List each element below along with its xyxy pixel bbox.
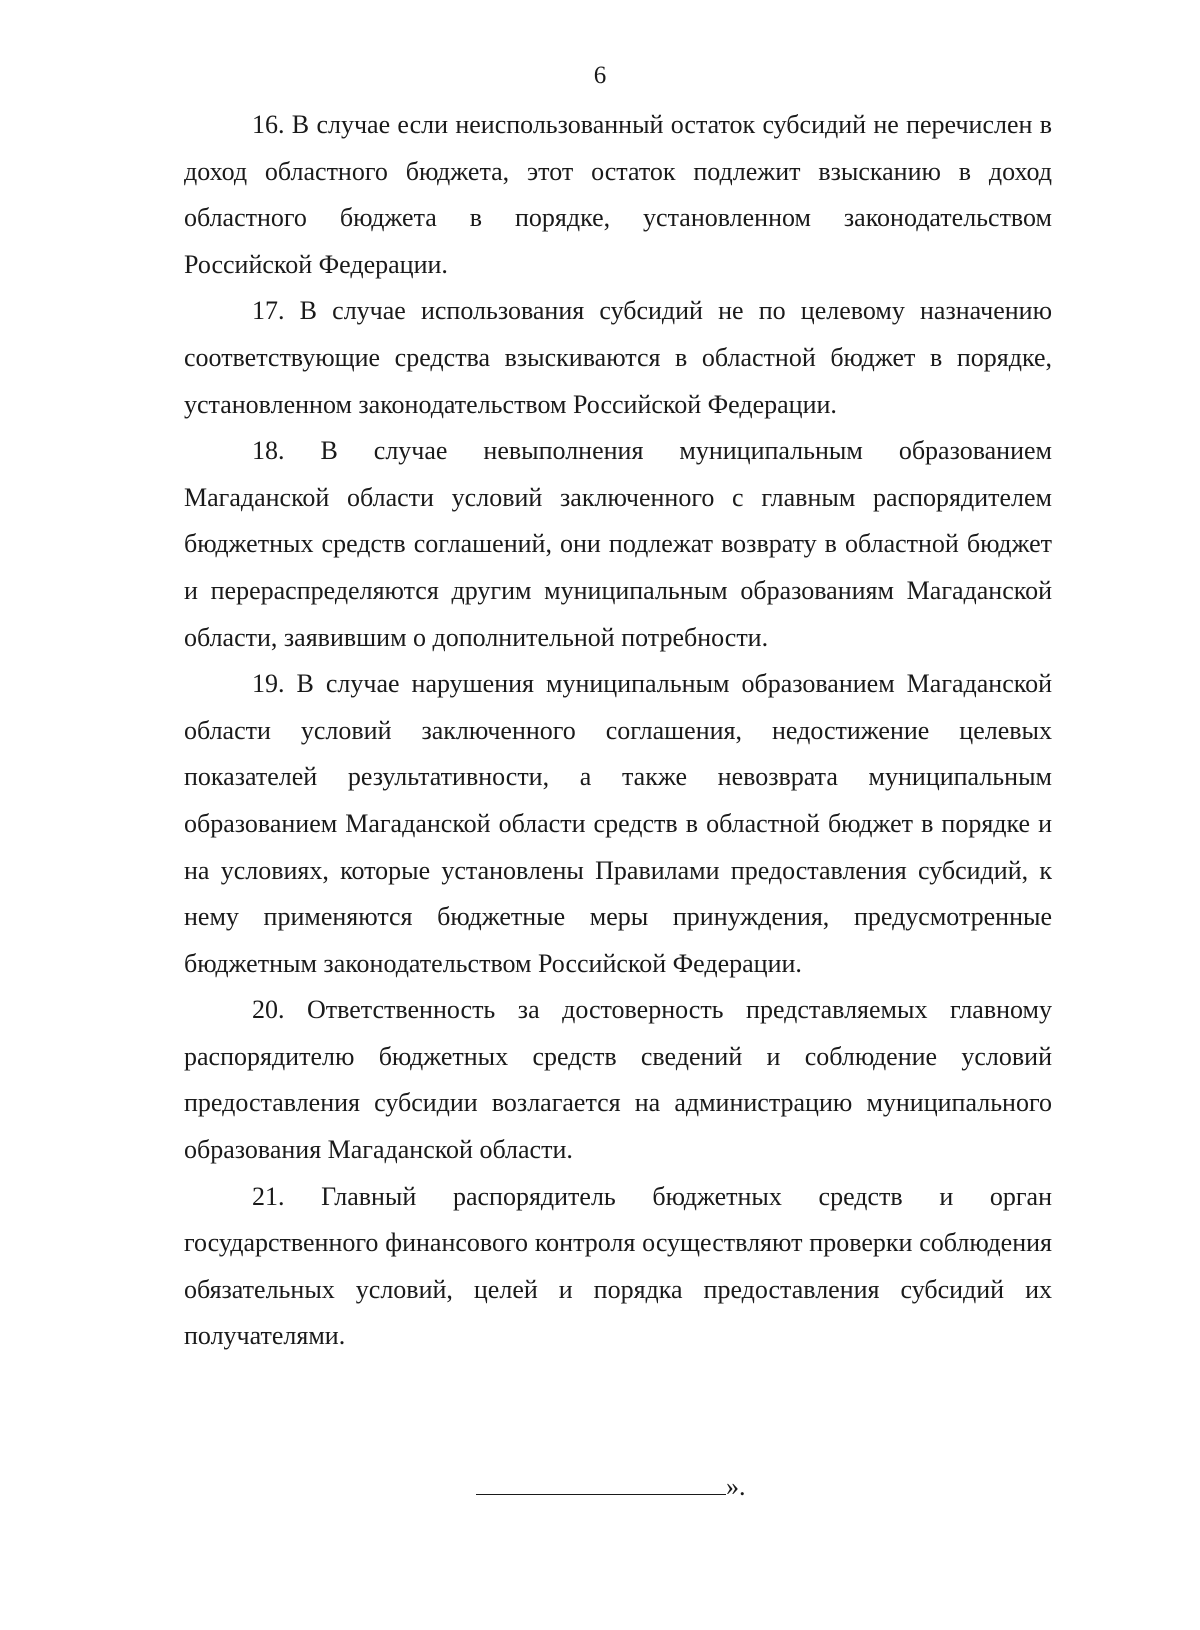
closing-underline <box>476 1476 726 1495</box>
paragraph-20: 20. Ответственность за достоверность представляемых главному распорядителю бюджетных средств сведений и соблюдение условий предоставления субсидии возлагается на администрацию муниципального образования Магаданской области. <box>184 995 1052 1165</box>
document-body <box>184 102 1052 1360</box>
paragraph-16: 16. В случае если неиспользованный остаток субсидий не перечислен в доход областного бюджета, этот остаток подлежит взысканию в доход областного бюджета в порядке, установленном законодательством Российской Федерации. <box>184 110 1052 279</box>
paragraph-19: 19. В случае нарушения муниципальным образованием Магаданской области условий заключенного соглашения, недостижение целевых показателей результативности, а также невозврата муниципальным образованием Магаданской области средств в областной бюджет в порядке и на условиях, которые установлены Правилами предоставления субсидий, к нему применяются бюджетные меры принуждения, предусмотренные бюджетным законодательством Российской Федерации. <box>184 669 1052 978</box>
page-number: 6 <box>593 62 607 89</box>
closing-line-block <box>476 1471 746 1503</box>
closing-quote-mark: ». <box>726 1472 746 1501</box>
paragraph-21: 21. Главный распорядитель бюджетных средств и орган государственного финансового контроля осуществляют проверки соблюдения обязательных условий, целей и порядка предоставления субсидий их получателями. <box>184 1181 1052 1351</box>
paragraph-17: 17. В случае использования субсидий не по целевому назначению соответствующие средства взыскиваются в областной бюджет в порядке, установленном законодательством Российской Федерации. <box>184 296 1052 419</box>
paragraph-18: 18. В случае невыполнения муниципальным образованием Магаданской области условий заключенного с главным распорядителем бюджетных средств соглашений, они подлежат возврату в областной бюджет и перераспределяются другим муниципальным образованиям Магаданской области, заявившим о дополнительной потребности. <box>184 436 1052 652</box>
